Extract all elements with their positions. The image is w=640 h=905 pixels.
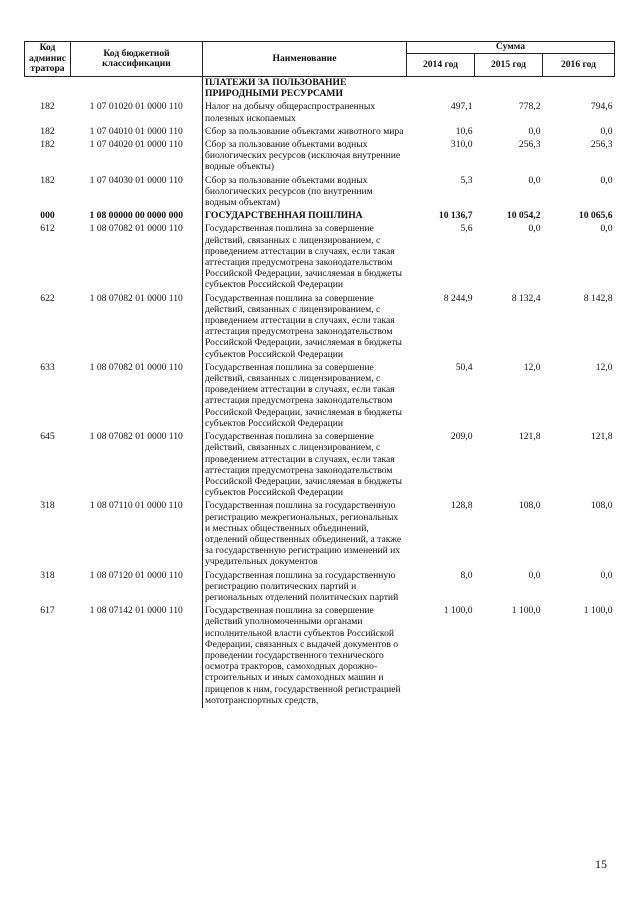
amount-2015-cell: 0,0 bbox=[528, 569, 541, 581]
amount-2015-cell: 778,2 bbox=[518, 101, 541, 113]
table-row bbox=[25, 500, 615, 569]
amount-2016-cell: 10 065,6 bbox=[578, 210, 613, 222]
amount-2016-cell: 0,0 bbox=[600, 174, 613, 186]
table-header bbox=[25, 42, 615, 77]
budget-code-cell: 1 07 04030 01 0000 110 bbox=[89, 174, 183, 186]
budget-code-cell: 1 07 04020 01 0000 110 bbox=[89, 139, 183, 151]
admin-code-cell: 617 bbox=[40, 605, 55, 617]
budget-code-cell: 1 08 00000 00 0000 000 bbox=[89, 210, 184, 222]
budget-code-cell: 1 08 07082 01 0000 110 bbox=[89, 431, 183, 443]
amount-2015-cell: 0,0 bbox=[528, 174, 541, 186]
name-cell: Сбор за пользование объектами водных биологических ресурсов (по внутренним водным объектам) bbox=[203, 175, 407, 211]
table-row bbox=[25, 293, 615, 362]
admin-code-cell: 000 bbox=[40, 210, 55, 222]
amount-2014-cell: 10 136,7 bbox=[438, 210, 473, 222]
budget-code-cell: 1 08 07120 01 0000 110 bbox=[89, 569, 183, 581]
amount-2014-cell: 5,6 bbox=[460, 223, 473, 235]
admin-code-cell: 633 bbox=[40, 361, 55, 373]
budget-code-cell: 1 08 07082 01 0000 110 bbox=[89, 361, 183, 373]
amount-2015-cell: 12,0 bbox=[523, 361, 541, 373]
amount-2016-cell: 12,0 bbox=[595, 361, 613, 373]
amount-2014-cell: 497,1 bbox=[450, 101, 473, 113]
budget-code-cell: 1 08 07082 01 0000 110 bbox=[89, 292, 183, 304]
admin-code-cell: 182 bbox=[40, 125, 55, 137]
amount-2014-cell: 128,8 bbox=[450, 500, 473, 512]
amount-2015-cell: 108,0 bbox=[518, 500, 541, 512]
amount-2016-cell: 0,0 bbox=[600, 125, 613, 137]
amount-2014-cell: 209,0 bbox=[450, 431, 473, 443]
admin-code-cell: 182 bbox=[40, 174, 55, 186]
table-row bbox=[25, 605, 615, 708]
admin-code-cell: 182 bbox=[40, 139, 55, 151]
table-row bbox=[25, 139, 615, 175]
table-row bbox=[25, 126, 615, 139]
amount-2015-cell: 8 132,4 bbox=[511, 292, 541, 304]
name-cell: Государственная пошлина за государственную регистрацию межрегиональных, региональных и местных общественных объединений, отделений общественных объединений, а также за государственную регистрацию изменений их учредительных документов bbox=[203, 500, 407, 569]
header-budget-code: Код бюджетной классификации bbox=[71, 42, 203, 77]
amount-2014-cell: 310,0 bbox=[450, 139, 473, 151]
table-row bbox=[25, 175, 615, 211]
admin-code-cell: 612 bbox=[40, 223, 55, 235]
header-name: Наименование bbox=[203, 42, 407, 77]
amount-2015-cell: 1 100,0 bbox=[511, 605, 541, 617]
header-year-2015: 2015 год bbox=[475, 54, 543, 77]
admin-code-cell: 622 bbox=[40, 292, 55, 304]
section-title: ПЛАТЕЖИ ЗА ПОЛЬЗОВАНИЕ ПРИРОДНЫМИ РЕСУРСАМИ bbox=[203, 77, 407, 102]
amount-2015-cell: 256,3 bbox=[518, 139, 541, 151]
amount-2014-cell: 8,0 bbox=[460, 569, 473, 581]
amount-2015-cell: 10 054,2 bbox=[506, 210, 541, 222]
section-row bbox=[25, 77, 615, 102]
name-cell: Налог на добычу общераспространенных полезных ископаемых bbox=[203, 101, 407, 125]
name-cell: Государственная пошлина за совершение действий, связанных с лицензированием, с проведением аттестации в случаях, если такая аттестация предусмотрена законодательством Российской Федерации, зачисляемая в бюджеты субъектов Российской Федерации bbox=[203, 223, 407, 292]
amount-2014-cell: 5,3 bbox=[460, 174, 473, 186]
budget-table bbox=[24, 41, 615, 708]
amount-2014-cell: 50,4 bbox=[455, 361, 473, 373]
name-cell: Сбор за пользование объектами водных биологических ресурсов (исключая внутренние водные объекты) bbox=[203, 139, 407, 175]
header-year-2014: 2014 год bbox=[407, 54, 475, 77]
name-cell: Государственная пошлина за совершение действий, связанных с лицензированием, с проведением аттестации в случаях, если такая аттестация предусмотрена законодательством Российской Федерации, зачисляемая в бюджеты субъектов Российской Федерации bbox=[203, 293, 407, 362]
name-cell: Государственная пошлина за совершение действий, связанных с лицензированием, с проведением аттестации в случаях, если такая аттестация предусмотрена законодательством Российской Федерации, зачисляемая в бюджеты субъектов Российской Федерации bbox=[203, 431, 407, 500]
amount-2016-cell: 794,6 bbox=[590, 101, 613, 113]
amount-2016-cell: 1 100,0 bbox=[583, 605, 613, 617]
amount-2015-cell: 0,0 bbox=[528, 223, 541, 235]
admin-code-cell: 318 bbox=[40, 569, 55, 581]
table-row bbox=[25, 362, 615, 431]
header-year-2016: 2016 год bbox=[543, 54, 615, 77]
name-cell: Государственная пошлина за совершение действий, связанных с лицензированием, с проведением аттестации в случаях, если такая аттестация предусмотрена законодательством Российской Федерации, зачисляемая в бюджеты субъектов Российской Федерации bbox=[203, 362, 407, 431]
admin-code-cell: 182 bbox=[40, 101, 55, 113]
budget-code-cell: 1 08 07082 01 0000 110 bbox=[89, 223, 183, 235]
table-row bbox=[25, 101, 615, 125]
table-body bbox=[25, 77, 615, 708]
header-sum: Сумма bbox=[407, 42, 615, 54]
header-admin-code: Код админис тратора bbox=[25, 42, 71, 77]
budget-code-cell: 1 07 01020 01 0000 110 bbox=[89, 101, 183, 113]
table-row bbox=[25, 210, 615, 223]
budget-code-cell: 1 08 07110 01 0000 110 bbox=[89, 500, 183, 512]
table-row bbox=[25, 223, 615, 292]
name-cell: Государственная пошлина за совершение действий уполномоченными органами исполнительной власти субъектов Российской Федерации, связанных с выдачей документов о проведении государственного технического осмотра тракторов, самоходных дорожно-строительных и иных самоходных машин и прицепов к ним, государственной регистрацией мототранспортных средств, bbox=[203, 605, 407, 708]
admin-code-cell: 645 bbox=[40, 431, 55, 443]
budget-code-cell: 1 08 07142 01 0000 110 bbox=[89, 605, 183, 617]
page-number: 15 bbox=[595, 857, 607, 871]
name-cell: Сбор за пользование объектами животного мира bbox=[203, 126, 407, 139]
amount-2016-cell: 0,0 bbox=[600, 223, 613, 235]
table-row bbox=[25, 570, 615, 606]
amount-2014-cell: 8 244,9 bbox=[443, 292, 473, 304]
amount-2015-cell: 121,8 bbox=[518, 431, 541, 443]
amount-2016-cell: 0,0 bbox=[600, 569, 613, 581]
amount-2014-cell: 10,6 bbox=[455, 125, 473, 137]
amount-2016-cell: 121,8 bbox=[590, 431, 613, 443]
amount-2016-cell: 256,3 bbox=[590, 139, 613, 151]
name-cell: ГОСУДАРСТВЕННАЯ ПОШЛИНА bbox=[203, 210, 407, 223]
table-row bbox=[25, 431, 615, 500]
amount-2015-cell: 0,0 bbox=[528, 125, 541, 137]
amount-2016-cell: 108,0 bbox=[590, 500, 613, 512]
amount-2016-cell: 8 142,8 bbox=[583, 292, 613, 304]
amount-2014-cell: 1 100,0 bbox=[443, 605, 473, 617]
budget-code-cell: 1 07 04010 01 0000 110 bbox=[89, 125, 183, 137]
admin-code-cell: 318 bbox=[40, 500, 55, 512]
name-cell: Государственная пошлина за государственную регистрацию политических партий и региональных отделений политических партий bbox=[203, 570, 407, 606]
